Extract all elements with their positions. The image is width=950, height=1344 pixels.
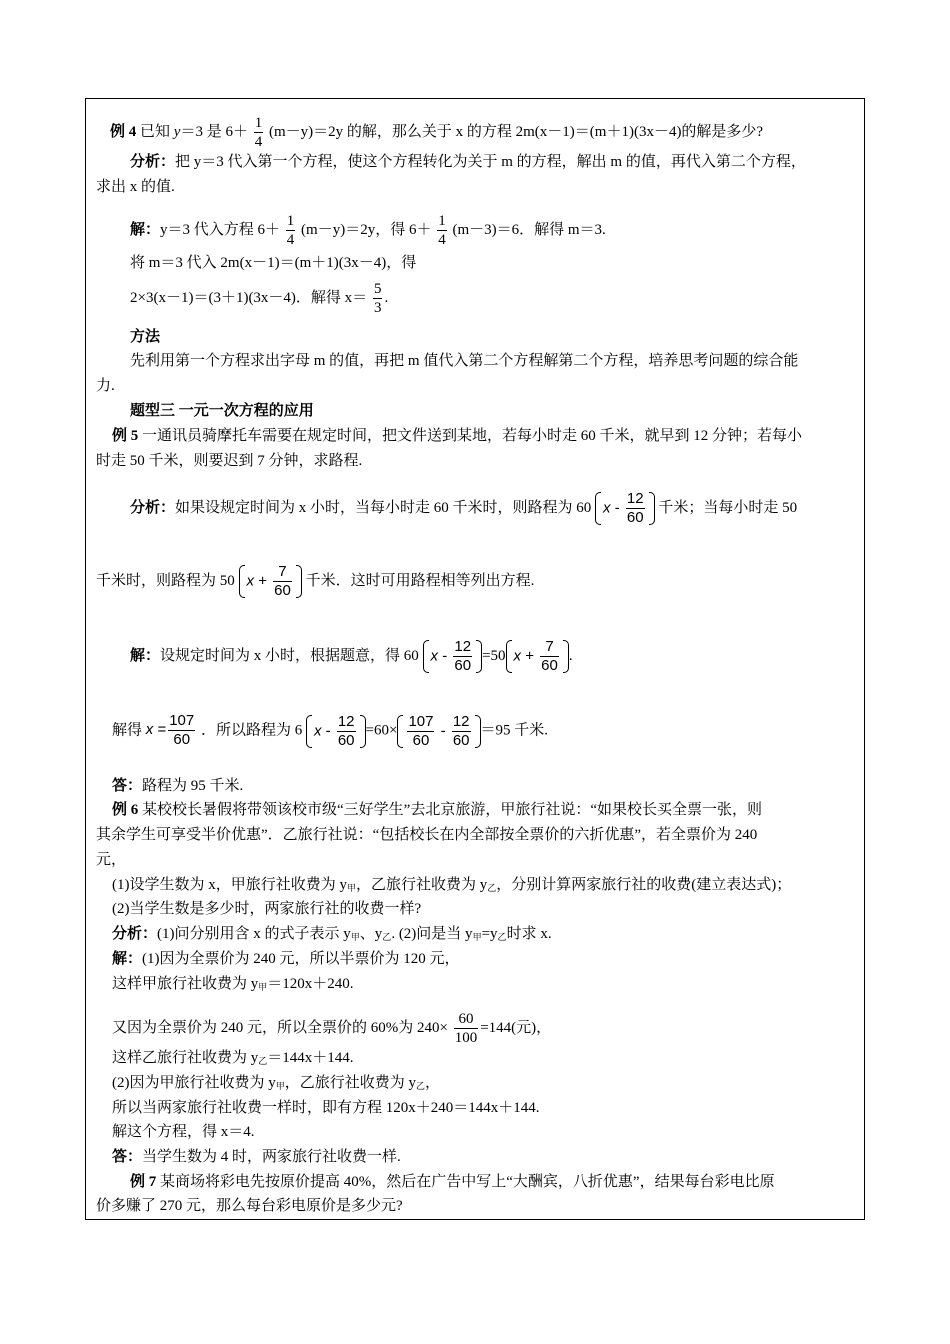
ex4-solution-line2: 将 m＝3 代入 2m(x－1)＝(m＋1)(3x－4)，得 xyxy=(130,255,417,271)
fraction: $\frac{107}{60}$ xyxy=(169,712,195,748)
parenthesis-group: x - $\frac{12}{60}$ xyxy=(423,638,483,675)
ex5-question-line2: 时走 50 千米，则要迟到 7 分钟，求路程. xyxy=(96,453,363,469)
fraction: $\frac{7}{60}$ xyxy=(274,563,291,599)
fraction: $\frac{107}{60}$ xyxy=(408,712,434,749)
fraction: $\frac{7}{60}$ xyxy=(541,638,558,674)
ex5-question-line1: 例 5 一通讯员骑摩托车需要在规定时间，把文件送到某地，若每小时走 60 千米，就早到 12 分钟；若每小 xyxy=(112,428,803,444)
ex6-solution-line6: 所以当两家旅行社收费一样时，即有方程 120x＋240＝144x＋144. xyxy=(112,1100,540,1116)
ex6-analysis: 分析：(1)问分别用含 x 的式子表示 $y_甲$、$y_乙$. (2)问是当 $y_甲=y_乙$时求 x. xyxy=(112,926,552,942)
ex4-question: 例 4 已知 y＝3 是 6＋ $\frac{1}{4}$ (m－y)＝2y 的解，那么关于 x 的方程 2m(x－1)＝(m＋1)(3x－4)的解是多少? xyxy=(110,115,764,150)
parenthesis-group: x + $\frac{7}{60}$ xyxy=(239,563,302,600)
ex6-question-line3: 元， xyxy=(96,852,127,868)
fraction: $\frac{5}{3}$ xyxy=(373,281,382,316)
fraction: $\frac{12}{60}$ xyxy=(454,638,472,674)
ex6-solution-line2: 这样甲旅行社收费为 $y_甲=120x+240$. xyxy=(112,976,354,992)
fraction: $\frac{12}{60}$ xyxy=(337,712,355,749)
ex6-question-line5: (2)当学生数是多少时，两家旅行社的收费一样? xyxy=(112,901,422,917)
ex4-analysis-line2: 求出 x 的值. xyxy=(96,179,175,195)
fraction: $\frac{1}{4}$ xyxy=(254,115,263,150)
ex6-solution-line4: 这样乙旅行社收费为 $y_乙=144x+144$. xyxy=(112,1050,354,1066)
parenthesis-group: x + $\frac{7}{60}$ xyxy=(506,638,569,675)
fraction: $\frac{60}{100}$ xyxy=(454,1011,478,1046)
ex6-solution-line3: 又因为全票价为 240 元，所以全票价的 60%为 240× $\frac{60}{100}$ =144(元)， xyxy=(112,1011,552,1046)
parenthesis-group: x - $\frac{12}{60}$ xyxy=(306,713,366,750)
ex6-question-line4: (1)设学生数为 x，甲旅行社收费为 $y_甲$，乙旅行社收费为 $y_乙$，分别计算两家旅行社的收费(建立表达式)； xyxy=(112,877,792,893)
fraction: $\frac{12}{60}$ xyxy=(626,490,644,526)
ex5-solution-line2: 解得 x = $\frac{107}{60}$ ．所以路程为 6 x - $\frac{12}{60}$ =60× $\frac{107}{60}$ - $\frac{12}{60}$ ＝95 千米. xyxy=(112,712,549,749)
parenthesis-group: $\frac{107}{60}$ - $\frac{12}{60}$ xyxy=(397,713,480,750)
section-title: 题型三 一元一次方程的应用 xyxy=(130,403,314,419)
fraction: $\frac{1}{4}$ xyxy=(438,213,446,248)
ex7-question-line2: 价多赚了 270 元，那么每台彩电原价是多少元? xyxy=(96,1198,403,1214)
ex6-answer: 答：当学生数为 4 时，两家旅行社收费一样. xyxy=(112,1149,401,1165)
ex6-solution-line1: 解：(1)因为全票价为 240 元，所以半票价为 120 元， xyxy=(112,951,460,967)
ex4-method-label: 方法 xyxy=(130,329,161,345)
ex4-solution-line3: 2×3(x－1)＝(3＋1)(3x－4)．解得 x＝ $\frac{5}{3}$ . xyxy=(130,281,389,316)
ex6-question-line1: 例 6 某校校长暑假将带领该校市级“三好学生”去北京旅游，甲旅行社说：“如果校长买全票一张，则 xyxy=(112,802,762,818)
fraction: $\frac{12}{60}$ xyxy=(452,712,470,749)
ex6-solution-line5: (2)因为甲旅行社收费为 $y_甲$，乙旅行社收费为 $y_乙$， xyxy=(112,1075,441,1091)
ex4-method-line2: 力. xyxy=(96,378,115,394)
ex5-analysis-line1: 分析：如果设规定时间为 x 小时，当每小时走 60 千米时，则路程为 60 x - $\frac{12}{60}$ 千米；当每小时走 50 xyxy=(130,490,798,526)
fraction: $\frac{1}{4}$ xyxy=(286,213,295,248)
ex6-solution-line7: 解这个方程，得 x＝4. xyxy=(112,1124,255,1140)
ex4-solution-line1: 解：y＝3 代入方程 6＋ $\frac{1}{4}$ (m－y)＝2y，得 6＋ $\frac{1}{4}$ (m－3)＝6．解得 m＝3. xyxy=(130,213,606,248)
ex5-answer: 答：路程为 95 千米. xyxy=(112,778,244,794)
ex4-method-line1: 先利用第一个方程求出字母 m 的值，再把 m 值代入第二个方程解第二个方程，培养思考问题的综合能 xyxy=(130,353,799,369)
parenthesis-group: x - $\frac{12}{60}$ xyxy=(595,490,655,527)
ex5-analysis-line2: 千米时，则路程为 50 x + $\frac{7}{60}$ 千米．这时可用路程相等列出方程. xyxy=(96,563,535,599)
ex5-solution-line1: 解：设规定时间为 x 小时，根据题意，得 60 x - $\frac{12}{60}$ =50 x + $\frac{7}{60}$ . xyxy=(130,638,573,674)
ex4-analysis-line1: 分析：把 y＝3 代入第一个方程，使这个方程转化为关于 m 的方程，解出 m 的值，再代入第二个方程， xyxy=(130,154,806,170)
ex6-question-line2: 其余学生可享受半价优惠”．乙旅行社说：“包括校长在内全部按全票价的六折优惠”，若全票价为 240 xyxy=(96,827,758,843)
ex7-question-line1: 例 7 某商场将彩电先按原价提高 40%，然后在广告中写上“大酬宾，八折优惠”，结果每台彩电比原 xyxy=(130,1174,775,1190)
